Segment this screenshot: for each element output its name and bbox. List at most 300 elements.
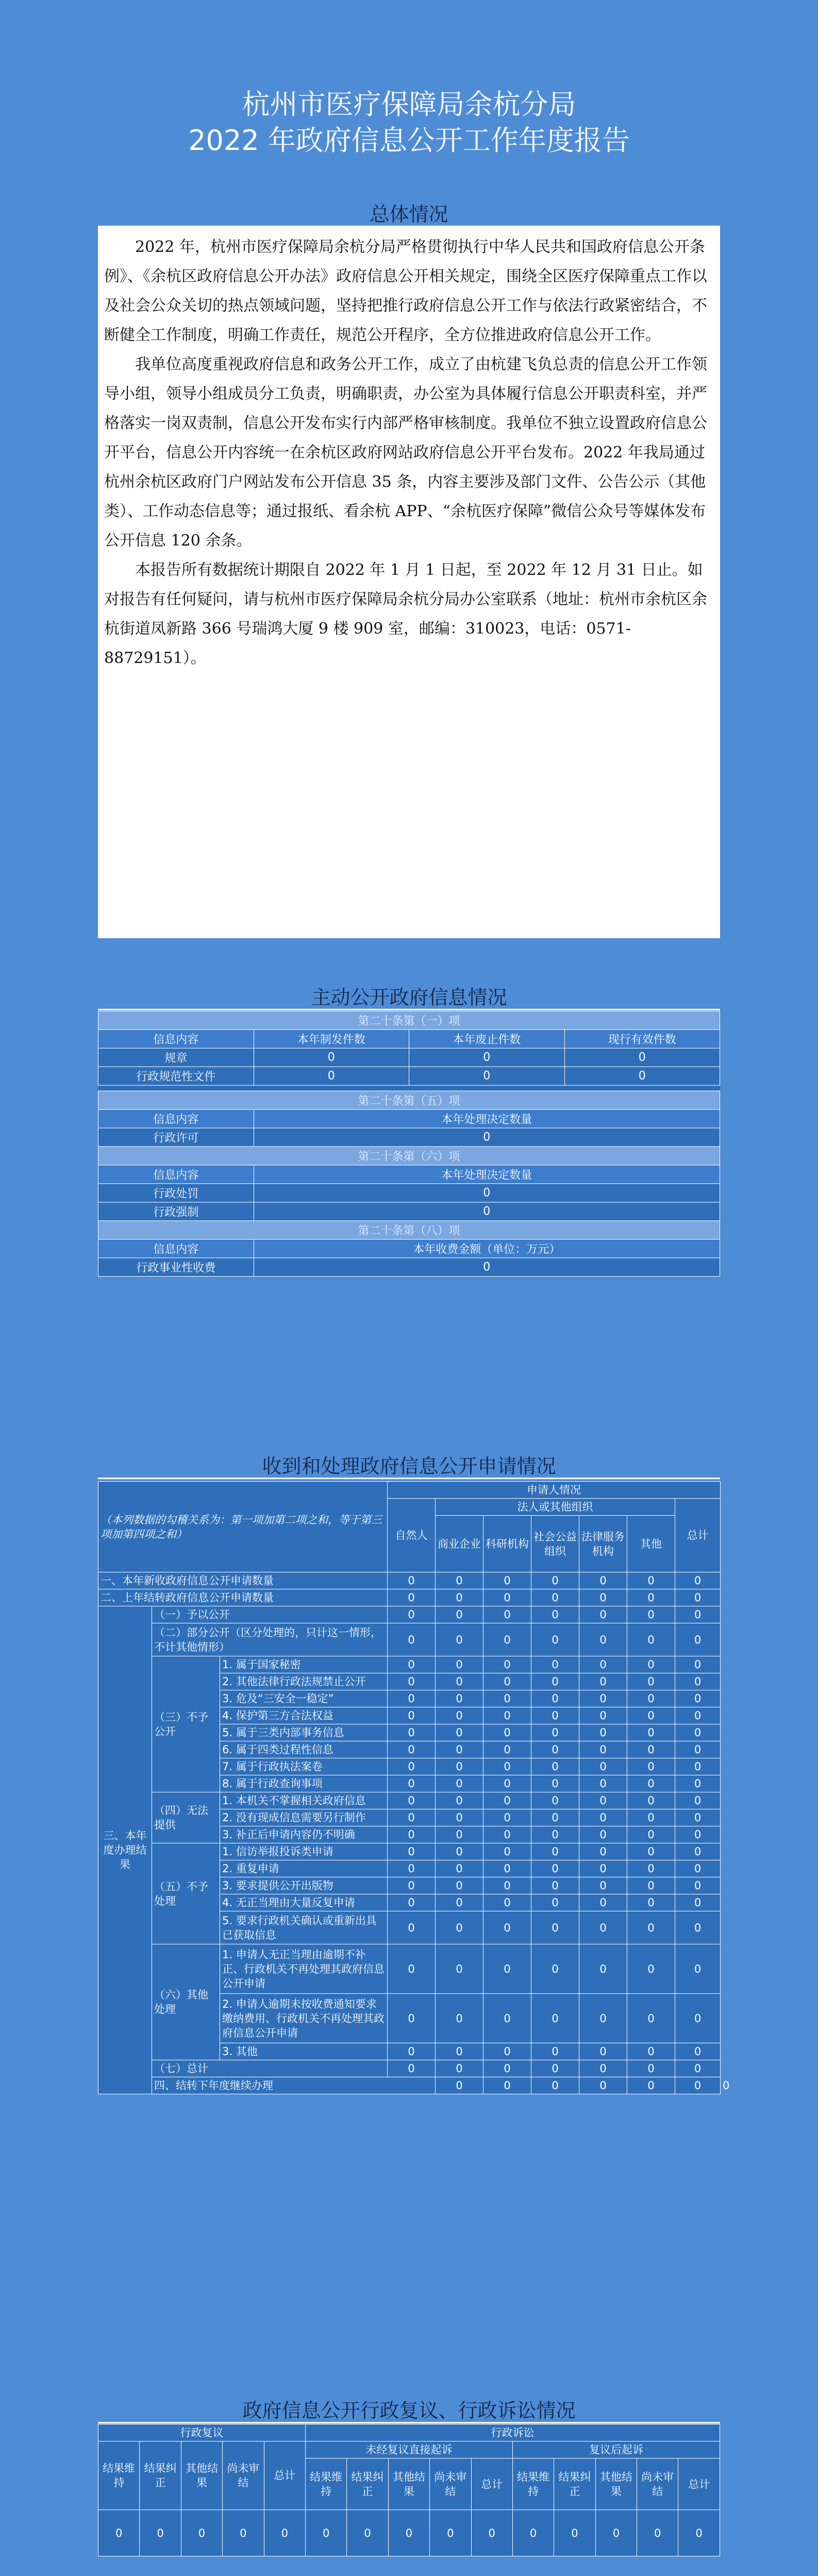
col-header: 信息内容 xyxy=(98,1240,254,1258)
cell: 0 xyxy=(436,1944,483,1994)
table-row xyxy=(98,1623,721,1656)
col-header: 结果纠正 xyxy=(347,2459,388,2510)
cell: 0 xyxy=(627,1656,675,1673)
cell: 0 xyxy=(531,1911,579,1944)
row-label: 二、上年结转政府信息公开申请数量 xyxy=(98,1589,388,1606)
article-20-8: 第二十条第（八）项 xyxy=(98,1221,720,1240)
row-label: 1. 属于国家秘密 xyxy=(220,1656,388,1673)
row-label: 8. 属于行政查询事项 xyxy=(220,1775,388,1792)
cell: 0 xyxy=(388,1758,436,1775)
cell: 行政许可 xyxy=(98,1128,254,1147)
col-header: 总计 xyxy=(264,2442,305,2510)
table-row: 四、结转下年度继续办理 0 0 0 0 0 0 0 xyxy=(98,2077,721,2094)
cell: 0 xyxy=(675,1707,721,1724)
cell: 0 xyxy=(675,1944,721,1994)
cell: 0 xyxy=(627,1860,675,1877)
cell: 0 xyxy=(531,1707,579,1724)
result-group-label: 三、本年度办理结果 xyxy=(98,1606,152,2094)
proactive-divider xyxy=(98,1009,720,1010)
cell: 0 xyxy=(436,2077,483,2094)
cell: 0 xyxy=(531,1860,579,1877)
article-20-5: 第二十条第（五）项 xyxy=(98,1091,720,1110)
cell: 0 xyxy=(627,1894,675,1911)
cell: 0 xyxy=(436,1843,483,1860)
cell: 0 xyxy=(436,2060,483,2077)
cell: 0 xyxy=(483,1860,531,1877)
cell: 0 xyxy=(388,1741,436,1758)
col-header: 其他结果 xyxy=(595,2459,637,2510)
col-header: 本年收费金额（单位：万元） xyxy=(254,1240,720,1258)
cell: 0 xyxy=(223,2510,264,2556)
cell: 0 xyxy=(675,1606,721,1623)
cell: 0 xyxy=(675,1572,721,1589)
row-label: 2. 没有现成信息需要另行制作 xyxy=(220,1809,388,1826)
row-label: 3. 危及“三安全一稳定” xyxy=(220,1690,388,1707)
col-header: 信息内容 xyxy=(98,1030,254,1048)
cell: 0 xyxy=(483,1724,531,1741)
review-heading: 政府信息公开行政复议、行政诉讼情况 xyxy=(242,2399,576,2422)
col-header: 结果维持 xyxy=(98,2442,140,2510)
cell: 0 xyxy=(675,1690,721,1707)
cell: 0 xyxy=(436,1589,483,1606)
table-row xyxy=(98,1184,720,1202)
cell: 0 xyxy=(579,1894,627,1911)
cell: 0 xyxy=(627,1741,675,1758)
cell: 0 xyxy=(483,1623,531,1656)
cell: 0 xyxy=(579,1572,627,1589)
row-label: 一、本年新收政府信息公开申请数量 xyxy=(98,1572,388,1589)
overview-paragraph: 本报告所有数据统计期限自 2022 年 1 月 1 日起，至 2022 年 12 月 31 日止。如对报告有任何疑问，请与杭州市医疗保障局余杭分局办公室联系（地址：杭州市余杭区余杭街道凤新路 366 号瑞鸿大厦 9 楼 909 室，邮编：310023，电话：0571-88729151）。 xyxy=(104,561,707,667)
col-header: 信息内容 xyxy=(98,1165,254,1184)
cell: 0 xyxy=(627,2060,675,2077)
row-label: 1. 本机关不掌握相关政府信息 xyxy=(220,1792,388,1809)
proactive-table xyxy=(98,1011,720,1277)
cell: 0 xyxy=(531,1690,579,1707)
cell: 0 xyxy=(483,1809,531,1826)
cell: 0 xyxy=(254,1128,720,1147)
col-header: 本年废止件数 xyxy=(409,1030,565,1048)
row-label: 7. 属于行政执法案卷 xyxy=(220,1758,388,1775)
cell: 0 xyxy=(627,1877,675,1894)
cell: 0 xyxy=(579,1994,627,2043)
cell: 0 xyxy=(388,1877,436,1894)
table-row xyxy=(98,1792,721,1809)
row-label: 2. 其他法律行政法规禁止公开 xyxy=(220,1673,388,1690)
cell: 行政规范性文件 xyxy=(98,1067,254,1086)
cell: 0 xyxy=(675,1894,721,1911)
cell: 0 xyxy=(678,2510,720,2556)
cell: 0 xyxy=(627,1572,675,1589)
row-label: （七）总计 xyxy=(152,2060,388,2077)
cell: 0 xyxy=(564,1048,720,1067)
article-20-1: 第二十条第（一）项 xyxy=(98,1011,720,1030)
cell: 规章 xyxy=(98,1048,254,1067)
cell: 0 xyxy=(436,1809,483,1826)
cell: 0 xyxy=(483,1894,531,1911)
cell: 0 xyxy=(388,1656,436,1673)
cell: 0 xyxy=(483,1606,531,1623)
row-label: 2. 申请人逾期未按收费通知要求缴纳费用、行政机关不再处理其政府信息公开申请 xyxy=(220,1994,388,2043)
cell: 0 xyxy=(579,2060,627,2077)
cell: 0 xyxy=(264,2510,305,2556)
cell: 0 xyxy=(627,1809,675,1826)
cell: 0 xyxy=(436,1911,483,1944)
cell: 0 xyxy=(579,1792,627,1809)
cell: 0 xyxy=(409,1048,565,1067)
cell: 0 xyxy=(388,1809,436,1826)
cell: 0 xyxy=(483,1707,531,1724)
row-label: 四、结转下年度继续办理 xyxy=(152,2077,436,2094)
legal-entity-header: 法人或其他组织 xyxy=(436,1499,675,1516)
cell: 0 xyxy=(531,1758,579,1775)
row-label: （二）部分公开（区分处理的，只计这一情形，不计其他情形） xyxy=(152,1623,388,1656)
cell: 0 xyxy=(531,1572,579,1589)
cell: 0 xyxy=(436,1758,483,1775)
cell: 0 xyxy=(579,1775,627,1792)
cell: 0 xyxy=(305,2510,346,2556)
cell: 0 xyxy=(483,1994,531,2043)
cell: 0 xyxy=(531,1809,579,1826)
cell: 0 xyxy=(483,1589,531,1606)
row-label: 5. 属于三类内部事务信息 xyxy=(220,1724,388,1741)
cell: 0 xyxy=(388,2060,436,2077)
cell: 0 xyxy=(254,1048,409,1067)
col-header: 尚未审结 xyxy=(223,2442,264,2510)
cell: 0 xyxy=(627,2077,675,2094)
article-20-6: 第二十条第（六）项 xyxy=(98,1147,720,1165)
table-row xyxy=(98,1048,720,1067)
col-header: 科研机构 xyxy=(483,1516,531,1572)
cell: 0 xyxy=(483,1758,531,1775)
cell: 0 xyxy=(627,1673,675,1690)
admin-litigation-header: 行政诉讼 xyxy=(305,2425,720,2442)
cell: 0 xyxy=(512,2510,554,2556)
requests-divider xyxy=(98,1478,720,1479)
cell: 0 xyxy=(627,1911,675,1944)
cell: 0 xyxy=(627,1826,675,1843)
direct-suit-header: 未经复议直接起诉 xyxy=(305,2442,512,2459)
cell: 0 xyxy=(627,1775,675,1792)
cell: 0 xyxy=(531,1894,579,1911)
col-header: 信息内容 xyxy=(98,1110,254,1128)
cell: 0 xyxy=(483,2077,531,2094)
cell: 0 xyxy=(579,1690,627,1707)
cell: 0 xyxy=(436,1673,483,1690)
cell: 0 xyxy=(627,1589,675,1606)
cell: 0 xyxy=(579,1758,627,1775)
cell: 0 xyxy=(531,2043,579,2060)
cell: 0 xyxy=(436,2043,483,2060)
cell: 0 xyxy=(675,1826,721,1843)
cell: 0 xyxy=(436,1707,483,1724)
cell: 0 xyxy=(388,1572,436,1589)
row-label: 5. 要求行政机关确认或重新出具已获取信息 xyxy=(220,1911,388,1944)
cell: 0 xyxy=(627,1758,675,1775)
table-row xyxy=(98,2510,720,2556)
row-label: 6. 属于四类过程性信息 xyxy=(220,1741,388,1758)
cell: 0 xyxy=(531,1792,579,1809)
cell: 0 xyxy=(254,1202,720,1221)
cell: 0 xyxy=(579,1843,627,1860)
cell: 0 xyxy=(436,1775,483,1792)
proactive-heading: 主动公开政府信息情况 xyxy=(311,986,507,1009)
table-row xyxy=(98,1572,721,1589)
table-row xyxy=(98,1843,721,1860)
cell: 0 xyxy=(579,1826,627,1843)
cell: 0 xyxy=(579,1877,627,1894)
cell: 0 xyxy=(627,1606,675,1623)
cell: 0 xyxy=(388,1894,436,1911)
cell: 0 xyxy=(388,1994,436,2043)
natural-person-header: 自然人 xyxy=(388,1499,436,1572)
cell: 0 xyxy=(531,2060,579,2077)
cell: 0 xyxy=(483,1775,531,1792)
cell: 0 xyxy=(483,1826,531,1843)
cell: 0 xyxy=(436,1724,483,1741)
table-row xyxy=(98,1944,721,1994)
cell: 0 xyxy=(388,1792,436,1809)
row-label: 1. 信访举报投诉类申请 xyxy=(220,1843,388,1860)
cell: 0 xyxy=(579,1656,627,1673)
table-row xyxy=(98,1258,720,1277)
overview-heading: 总体情况 xyxy=(370,203,448,226)
cell: 0 xyxy=(347,2510,388,2556)
cell: 0 xyxy=(388,1911,436,1944)
after-review-header: 复议后起诉 xyxy=(512,2442,720,2459)
cell: 0 xyxy=(388,1673,436,1690)
total-header: 总计 xyxy=(675,1499,721,1572)
cell: 0 xyxy=(483,1572,531,1589)
col-header: 现行有效件数 xyxy=(564,1030,720,1048)
col-header: 本年制发件数 xyxy=(254,1030,409,1048)
table-row xyxy=(98,1589,721,1606)
cell: 0 xyxy=(675,1741,721,1758)
cell: 0 xyxy=(675,1809,721,1826)
col-header: 其他结果 xyxy=(181,2442,222,2510)
cell: 0 xyxy=(579,1944,627,1994)
review-table xyxy=(98,2424,720,2556)
cell: 0 xyxy=(388,1707,436,1724)
col-header: 其他 xyxy=(627,1516,675,1572)
admin-review-header: 行政复议 xyxy=(98,2425,306,2442)
cell: 0 xyxy=(531,1656,579,1673)
overview-panel xyxy=(98,227,720,938)
cell: 0 xyxy=(579,1911,627,1944)
cell: 0 xyxy=(675,1775,721,1792)
cell: 0 xyxy=(579,1606,627,1623)
table-row xyxy=(98,1656,721,1673)
cell: 行政事业性收费 xyxy=(98,1258,254,1277)
row-label: 3. 其他 xyxy=(220,2043,388,2060)
cell: 0 xyxy=(388,2043,436,2060)
cell: 0 xyxy=(140,2510,181,2556)
cell: 0 xyxy=(388,1623,436,1656)
col-header: 本年处理决定数量 xyxy=(254,1110,720,1128)
cell: 0 xyxy=(254,1258,720,1277)
requests-table xyxy=(98,1481,730,2094)
cell: 0 xyxy=(483,2060,531,2077)
table-corner-note: （本列数据的勾稽关系为：第一项加第二项之和，等于第三项加第四项之和） xyxy=(98,1482,388,1572)
cell: 0 xyxy=(675,1877,721,1894)
cell: 0 xyxy=(436,1994,483,2043)
review-divider xyxy=(98,2422,720,2424)
cell: 0 xyxy=(483,1877,531,1894)
cell: 0 xyxy=(436,1623,483,1656)
cell: 0 xyxy=(675,1724,721,1741)
cell: 0 xyxy=(388,1724,436,1741)
cell: 0 xyxy=(436,1860,483,1877)
col-header: 商业企业 xyxy=(436,1516,483,1572)
cell: 0 xyxy=(675,1656,721,1673)
cell: 0 xyxy=(254,1184,720,1202)
cell: 0 xyxy=(627,1623,675,1656)
cell: 0 xyxy=(627,1690,675,1707)
cell: 0 xyxy=(627,1707,675,1724)
cell: 0 xyxy=(436,1792,483,1809)
row-label: 1. 申请人无正当理由逾期不补正、行政机关不再处理其政府信息公开申请 xyxy=(220,1944,388,1994)
cell: 0 xyxy=(579,1860,627,1877)
cell: 0 xyxy=(388,1606,436,1623)
cell: 0 xyxy=(579,2077,627,2094)
cell: 0 xyxy=(388,1860,436,1877)
cell: 0 xyxy=(436,1894,483,1911)
cell: 0 xyxy=(531,1775,579,1792)
table-row xyxy=(98,1067,720,1086)
col-header: 尚未审结 xyxy=(637,2459,678,2510)
cell: 0 xyxy=(531,1826,579,1843)
cell: 0 xyxy=(531,1944,579,1994)
overview-paragraph: 我单位高度重视政府信息和政务公开工作，成立了由杭建飞负总责的信息公开工作领导小组，领导小组成员分工负责，明确职责，办公室为具体履行信息公开职责科室，并严格落实一岗双责制，信息公开发布实行内部严格审核制度。我单位不独立设置政府信息公开平台，信息公开内容统一在余杭区政府网站政府信息公开平台发布。2022 年我局通过杭州余杭区政府门户网站发布公开信息 35 条，内容主要涉及部门文件、公告公示（其他类）、工作动态信息等；通过报纸、看余杭 APP、“余杭医疗保障”微信公众号等媒体发布公开信息 120 余条。 xyxy=(104,355,707,550)
cell: 0 xyxy=(483,1944,531,1994)
cell: 0 xyxy=(627,1724,675,1741)
cell: 0 xyxy=(675,1994,721,2043)
cell: 0 xyxy=(483,2043,531,2060)
cell: 0 xyxy=(388,1690,436,1707)
cell: 0 xyxy=(627,1994,675,2043)
cell: 0 xyxy=(531,1673,579,1690)
cell: 0 xyxy=(579,1707,627,1724)
cell: 行政强制 xyxy=(98,1202,254,1221)
table-row xyxy=(98,1202,720,1221)
col-header: 结果维持 xyxy=(305,2459,346,2510)
cell: 0 xyxy=(483,1792,531,1809)
col-header: 结果纠正 xyxy=(554,2459,595,2510)
cell: 0 xyxy=(564,1067,720,1086)
cell: 0 xyxy=(554,2510,595,2556)
col-header: 其他结果 xyxy=(388,2459,429,2510)
cell: 0 xyxy=(531,1724,579,1741)
cell: 0 xyxy=(531,1606,579,1623)
col-header: 总计 xyxy=(678,2459,720,2510)
col-header: 结果维持 xyxy=(512,2459,554,2510)
cell: 0 xyxy=(627,1792,675,1809)
cell: 0 xyxy=(436,1656,483,1673)
cell: 0 xyxy=(436,1741,483,1758)
cell: 0 xyxy=(388,1589,436,1606)
cell: 0 xyxy=(430,2510,471,2556)
cell: 0 xyxy=(675,1589,721,1606)
col-header: 总计 xyxy=(471,2459,512,2510)
row-group-label: （五）不予处理 xyxy=(152,1843,220,1944)
cell: 0 xyxy=(627,1843,675,1860)
row-group-label: （六）其他处理 xyxy=(152,1944,220,2060)
cell: 0 xyxy=(388,1843,436,1860)
row-label: （一）予以公开 xyxy=(152,1606,388,1623)
cell: 0 xyxy=(579,1623,627,1656)
cell: 0 xyxy=(579,1741,627,1758)
cell: 0 xyxy=(595,2510,637,2556)
row-group-label: （四）无法提供 xyxy=(152,1792,220,1843)
table-row xyxy=(98,1128,720,1147)
row-label: 3. 要求提供公开出版物 xyxy=(220,1877,388,1894)
cell: 0 xyxy=(471,2510,512,2556)
requests-heading: 收到和处理政府信息公开申请情况 xyxy=(262,1455,556,1478)
cell: 0 xyxy=(531,1741,579,1758)
cell: 0 xyxy=(409,1067,565,1086)
row-label: 3. 补正后申请内容仍不明确 xyxy=(220,1826,388,1843)
row-label: 2. 重复申请 xyxy=(220,1860,388,1877)
cell: 0 xyxy=(436,1690,483,1707)
cell: 0 xyxy=(436,1606,483,1623)
cell: 0 xyxy=(531,2077,579,2094)
col-header: 社会公益组织 xyxy=(531,1516,579,1572)
cell: 0 xyxy=(531,1877,579,1894)
cell: 0 xyxy=(181,2510,222,2556)
col-header: 结果纠正 xyxy=(140,2442,181,2510)
cell: 0 xyxy=(579,1673,627,1690)
col-header: 法律服务机构 xyxy=(579,1516,627,1572)
col-header: 尚未审结 xyxy=(430,2459,471,2510)
cell: 0 xyxy=(675,1623,721,1656)
cell: 0 xyxy=(675,2077,721,2094)
cell: 0 xyxy=(637,2510,678,2556)
cell: 0 xyxy=(531,1843,579,1860)
cell: 0 xyxy=(388,1775,436,1792)
cell: 0 xyxy=(675,1911,721,1944)
cell: 0 xyxy=(436,1572,483,1589)
col-header: 本年处理决定数量 xyxy=(254,1165,720,1184)
cell: 0 xyxy=(483,1911,531,1944)
cell: 0 xyxy=(675,2060,721,2077)
cell: 0 xyxy=(436,1826,483,1843)
cell: 0 xyxy=(483,1843,531,1860)
applicant-header: 申请人情况 xyxy=(388,1482,721,1499)
cell: 0 xyxy=(483,1656,531,1673)
row-label: 4. 保护第三方合法权益 xyxy=(220,1707,388,1724)
cell: 0 xyxy=(98,2510,140,2556)
cell: 0 xyxy=(388,2510,429,2556)
cell: 0 xyxy=(483,1673,531,1690)
report-title-line1: 杭州市医疗保障局余杭分局 xyxy=(242,88,576,121)
cell: 0 xyxy=(579,1589,627,1606)
table-row xyxy=(98,2060,721,2077)
cell: 行政处罚 xyxy=(98,1184,254,1202)
cell: 0 xyxy=(627,1944,675,1994)
report-title-line2: 2022 年政府信息公开工作年度报告 xyxy=(188,124,630,157)
cell: 0 xyxy=(436,1877,483,1894)
table-row xyxy=(98,1606,721,1623)
cell: 0 xyxy=(675,1792,721,1809)
cell: 0 xyxy=(675,1860,721,1877)
cell: 0 xyxy=(531,1589,579,1606)
cell: 0 xyxy=(388,1826,436,1843)
cell: 0 xyxy=(579,2043,627,2060)
cell: 0 xyxy=(483,1741,531,1758)
row-group-label: （三）不予公开 xyxy=(152,1656,220,1792)
overview-paragraph: 2022 年，杭州市医疗保障局余杭分局严格贯彻执行中华人民共和国政府信息公开条例》、《余杭区政府信息公开办法》政府信息公开相关规定，围绕全区医疗保障重点工作以及社会公众关切的热点领域问题，坚持把推行政府信息公开工作与依法行政紧密结合，不断健全工作制度，明确工作责任，规范公开程序，全方位推进政府信息公开工作。 xyxy=(104,238,707,344)
cell: 0 xyxy=(579,1809,627,1826)
cell: 0 xyxy=(675,1843,721,1860)
